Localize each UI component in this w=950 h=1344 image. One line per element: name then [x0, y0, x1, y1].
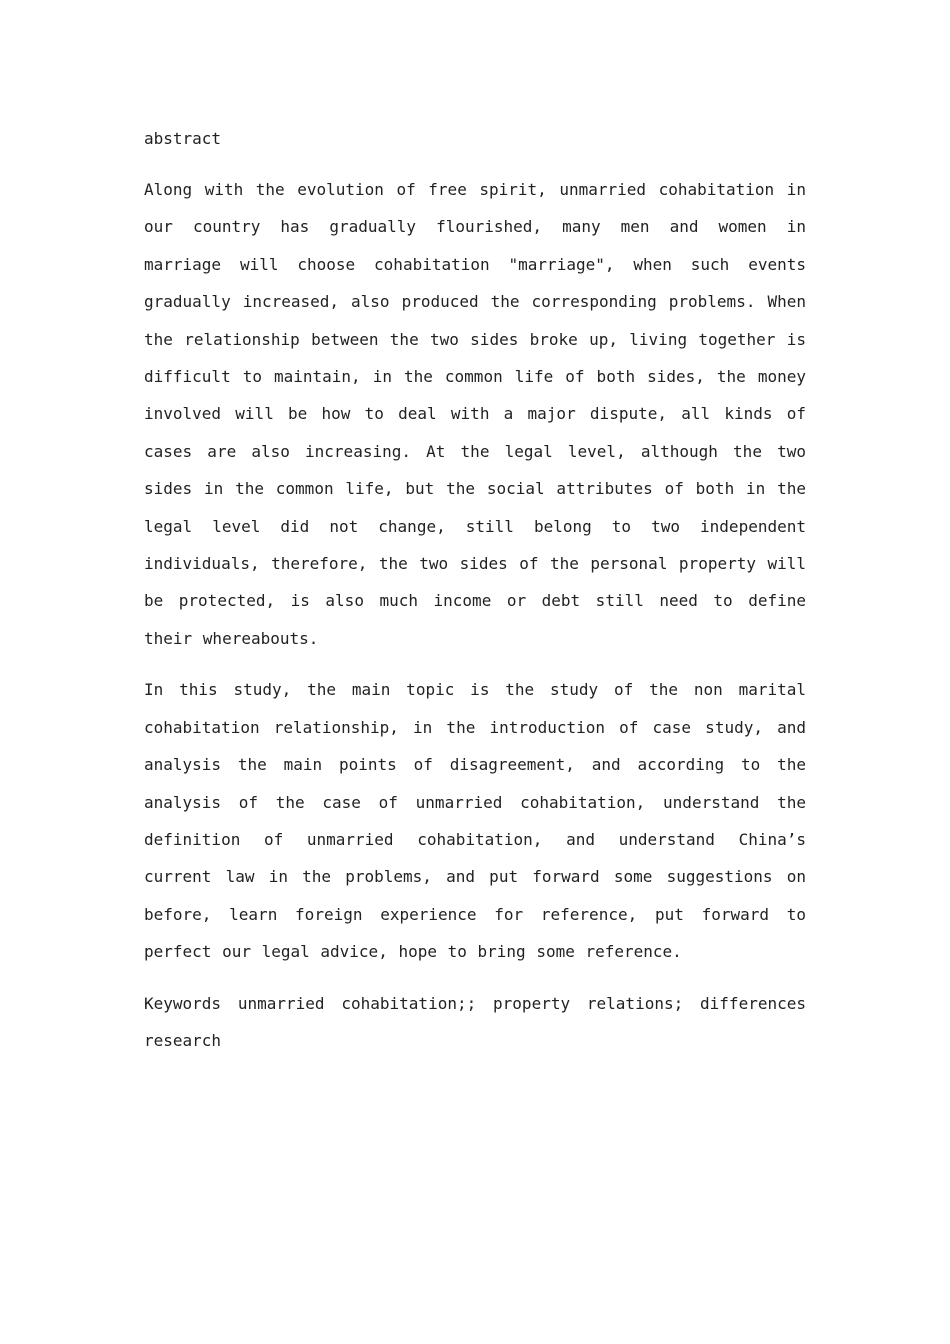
abstract-paragraph-1: Along with the evolution of free spirit, unmarried cohabitation in our country has gradually flourished, many men and women in marriage will choose cohabitation "marriage", when such events gradually increased, also produced the corresponding problems. When the relationship between the two sides broke up, living together is difficult to maintain, in the common life of both sides, the money involved will be how to deal with a major dispute, all kinds of cases are also increasing. At the legal level, although the two sides in the common life, but the social attributes of both in the legal level did not change, still belong to two independent individuals, therefore, the two sides of the personal property will be protected, is also much income or debt still need to define their whereabouts. [144, 180, 806, 648]
abstract-heading: abstract [144, 129, 222, 148]
abstract-paragraph-2: In this study, the main topic is the study of the non marital cohabitation relationship, in the introduction of case study, and analysis the main points of disagreement, and according to the analysis of the case of unmarried cohabitation, understand the definition of unmarried cohabitation, and understand China’s current law in the problems, and put forward some suggestions on before, learn foreign experience for reference, put forward to perfect our legal advice, hope to bring some reference. [144, 680, 806, 962]
abstract-section [144, 121, 806, 1073]
keywords-line: Keywords unmarried cohabitation;; property relations; differences research [144, 993, 806, 1050]
